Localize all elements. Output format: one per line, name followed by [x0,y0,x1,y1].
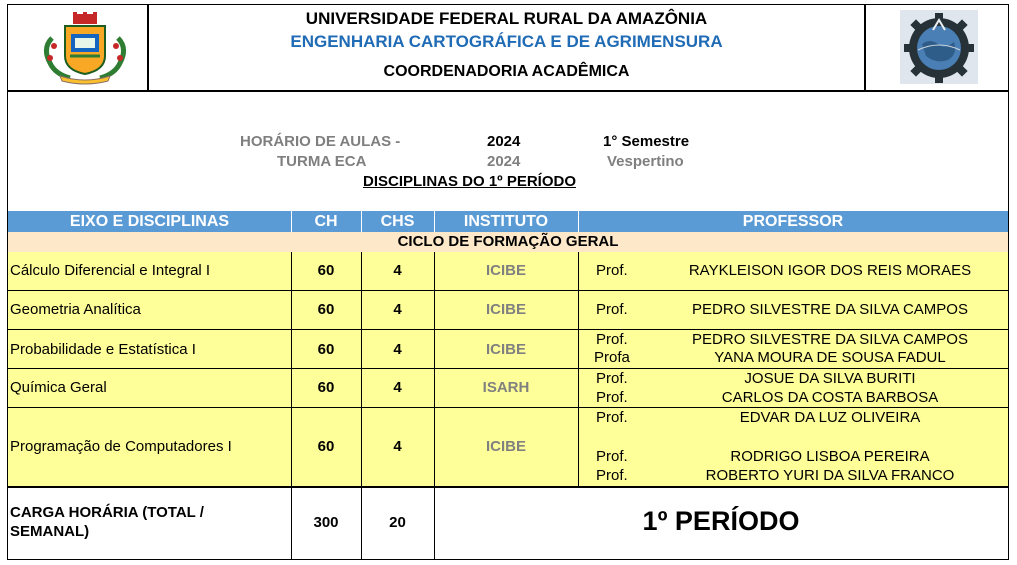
eca-gear-globe-logo-icon [900,10,978,84]
col-header-institute: INSTITUTO [463,213,549,230]
cycle-row: CICLO DE FORMAÇÃO GERAL [8,232,1008,252]
logo-right-divider [864,5,866,90]
header-sep [361,211,362,232]
institute-value: ISARH [482,379,530,396]
col-header-professor: PROFESSOR [742,213,844,230]
ch-value: 60 [317,301,335,318]
turma-label: TURMA ECA [277,153,367,170]
discipline-name: Geometria Analítica [10,301,141,318]
professor-title: Prof. [596,331,628,348]
total-ch: 300 [313,514,339,531]
chs-value: 4 [393,262,402,279]
discipline-name: Cálculo Diferencial e Integral I [10,262,211,279]
professor-name: RODRIGO LISBOA PEREIRA [730,448,930,465]
professor-title: Profa [594,349,630,366]
professor-title: Prof. [596,262,628,279]
professor-name: RAYKLEISON IGOR DOS REIS MORAES [688,262,972,279]
header-sep [434,211,435,232]
professor-name: YANA MOURA DE SOUSA FADUL [714,349,946,366]
row-divider [8,407,1008,408]
row-divider [8,290,1008,291]
total-label: CARGA HORÁRIA (TOTAL / SEMANAL) [10,504,204,540]
ufra-coat-of-arms-icon [40,8,130,86]
year-value-secondary: 2024 [487,153,521,170]
col-divider [291,252,292,559]
period-title: 1º PERÍODO [642,506,800,536]
institute-value: ICIBE [485,301,526,318]
ch-value: 60 [317,438,335,455]
col-divider [361,252,362,559]
total-chs: 20 [389,514,406,531]
professor-title: Prof. [596,301,628,318]
ch-value: 60 [317,379,335,396]
row-divider [8,368,1008,369]
header-divider [7,90,1009,92]
professor-name: PEDRO SILVESTRE DA SILVA CAMPOS [692,301,968,318]
col-header-chs: CHS [380,213,415,230]
horario-label: HORÁRIO DE AULAS - [240,133,401,150]
university-title: UNIVERSIDADE FEDERAL RURAL DA AMAZÔNIA [305,9,708,28]
professor-name: PEDRO SILVESTRE DA SILVA CAMPOS [692,331,968,348]
institute-value: ICIBE [485,438,526,455]
col-divider [578,252,579,486]
professor-name: ROBERTO YURI DA SILVA FRANCO [705,467,955,484]
col-header-ch: CH [314,213,338,230]
professor-title: Prof. [596,467,628,484]
ch-value: 60 [317,262,335,279]
chs-value: 4 [393,379,402,396]
discipline-name: Química Geral [10,379,107,396]
professor-title: Prof. [596,370,628,387]
professor-title: Prof. [596,389,628,406]
professor-name: CARLOS DA COSTA BARBOSA [721,389,939,406]
professor-name: JOSUE DA SILVA BURITI [744,370,916,387]
shift-value: Vespertino [607,153,684,170]
institute-value: ICIBE [485,262,526,279]
section-title: DISCIPLINAS DO 1º PERÍODO [363,173,577,190]
ch-value: 60 [317,341,335,358]
discipline-name: Programação de Computadores I [10,438,232,455]
professor-name: EDVAR DA LUZ OLIVEIRA [739,409,921,426]
chs-value: 4 [393,438,402,455]
header-sep [291,211,292,232]
header-sep [578,211,579,232]
year-value: 2024 [487,133,521,150]
course-title: ENGENHARIA CARTOGRÁFICA E DE AGRIMENSURA [290,32,723,51]
chs-value: 4 [393,301,402,318]
col-header-discipline: EIXO E DISCIPLINAS [69,213,230,230]
institute-value: ICIBE [485,341,526,358]
semester-value: 1° Semestre [603,133,690,150]
professor-title: Prof. [596,409,628,426]
discipline-name: Probabilidade e Estatística I [10,341,196,358]
row-divider [8,486,1008,488]
row-divider [8,329,1008,330]
logo-left-divider [147,5,149,90]
department-title: COORDENADORIA ACADÊMICA [383,63,630,80]
professor-title: Prof. [596,448,628,465]
chs-value: 4 [393,341,402,358]
